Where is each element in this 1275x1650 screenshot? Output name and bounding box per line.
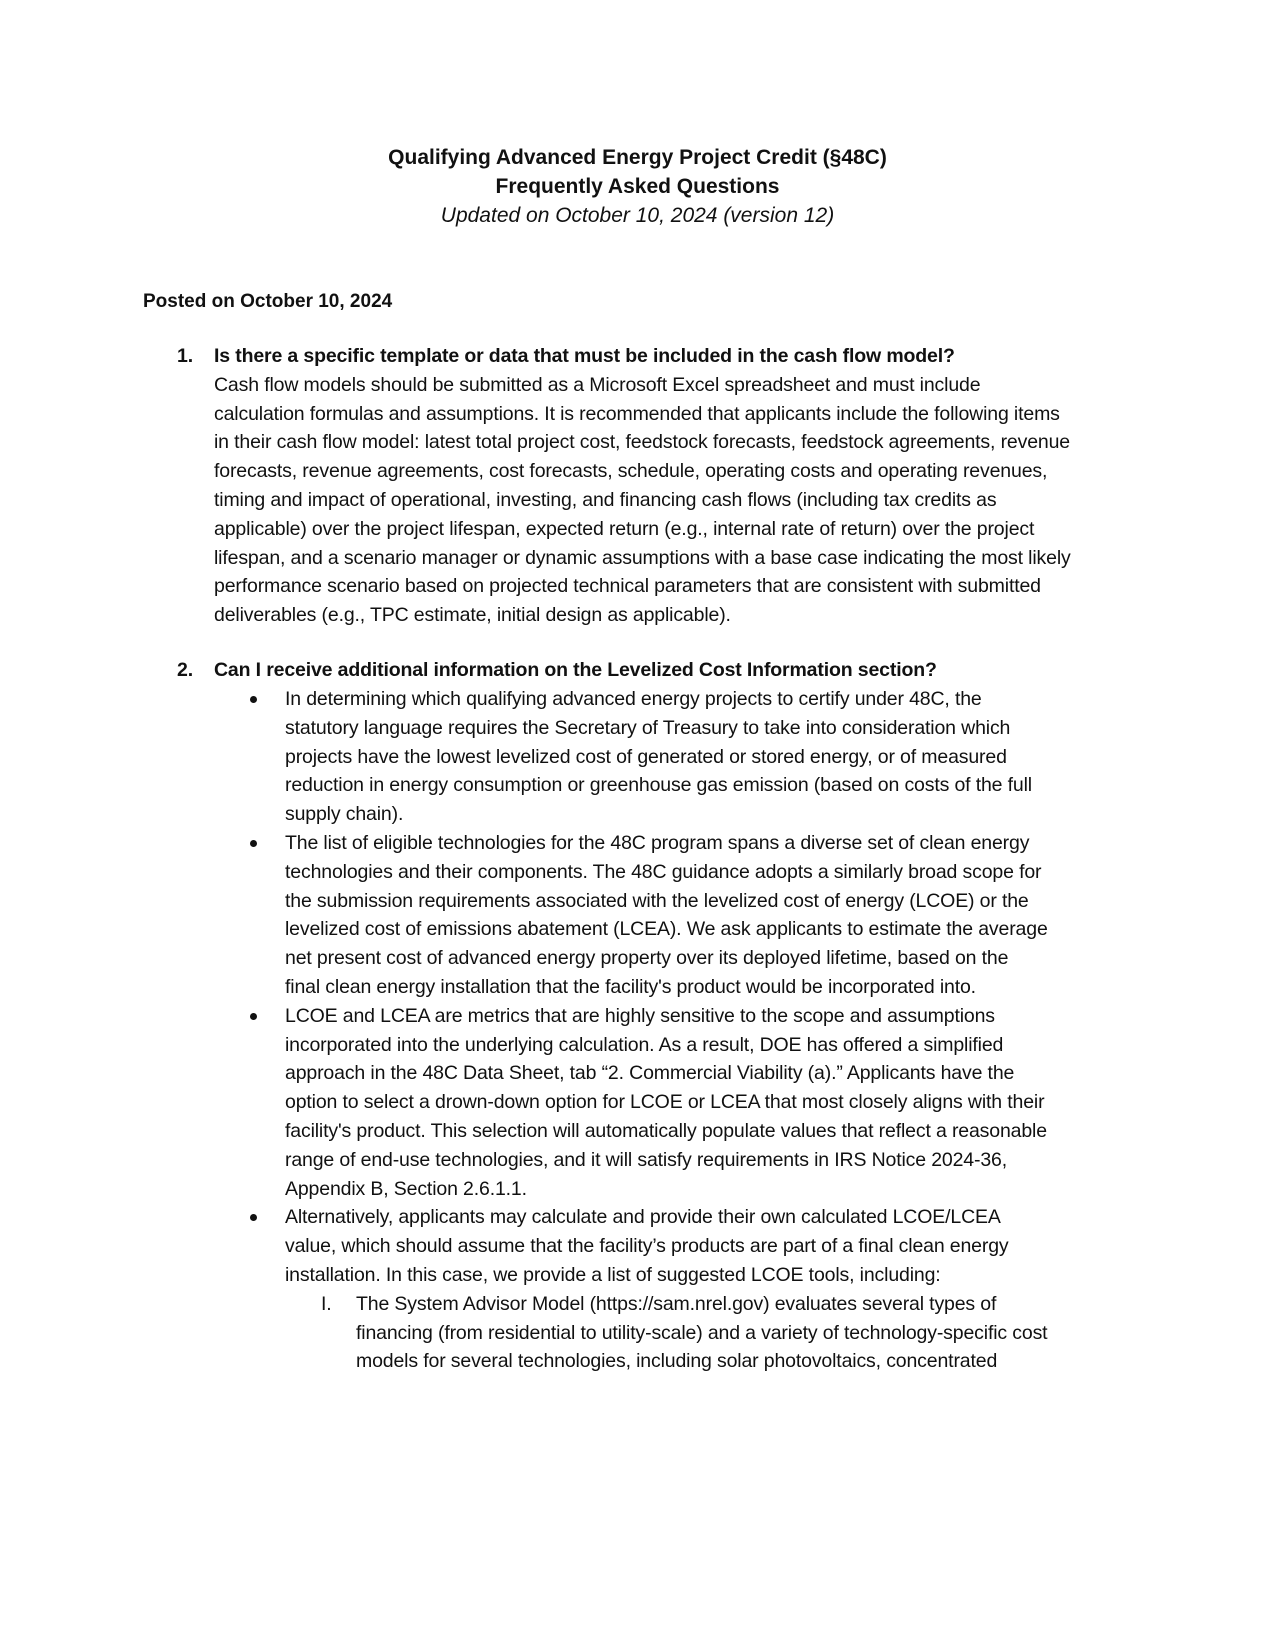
- faq-number: 1.: [177, 345, 193, 367]
- bullet-text: LCOE and LCEA are metrics that are highly sensitive to the scope and assumptions incorporated into the underlying calculation. As a result, DOE has offered a simplified approach in the 48C Data Sheet, tab “2. Commercial Viability (a).” Applicants have the option to select a drown-down option for LCOE or LCEA that most closely aligns with their facility's product. This selection will automatically populate values that reflect a reasonable range of end-use technologies, and it will satisfy requirements in IRS Notice 2024-36, Appendix B, Section 2.6.1.1.: [285, 1004, 1047, 1200]
- faq-answer: Cash flow models should be submitted as a Microsoft Excel spreadsheet and must include calculation formulas and assumptions. It is recommended that applicants include the following items in their cash flow model: latest total project cost, feedstock forecasts, feedstock agreements, revenue forecasts, revenue agreements, cost forecasts, schedule, operating costs and operating revenues, timing and impact of operational, investing, and financing cash flows (including tax credits as applicable) over the project lifespan, expected return (e.g., internal rate of return) over the project lifespan, and a scenario manager or dynamic assumptions with a base case indicating the most likely performance scenario based on projected technical parameters that are consistent with submitted deliverables (e.g., TPC estimate, initial design as applicable).: [214, 373, 1071, 627]
- bullet-text: Alternatively, applicants may calculate and provide their own calculated LCOE/LCEA value, which should assume that the facility’s products are part of a final clean energy installation. In this case, we provide a list of suggested LCOE tools, including:: [285, 1206, 1009, 1286]
- faq-number: 2.: [177, 659, 193, 681]
- bullet-item: [248, 829, 1048, 1002]
- bullet-icon: [250, 840, 257, 847]
- bullet-icon: [250, 1214, 257, 1221]
- updated-date: Updated on October 10, 2024 (version 12): [440, 204, 835, 227]
- roman-numeral: I.: [321, 1292, 332, 1315]
- faq-question: Is there a specific template or data that must be included in the cash flow model?: [214, 345, 955, 367]
- bullet-item: [248, 1002, 1048, 1204]
- document-title: Qualifying Advanced Energy Project Credit (§48C): [388, 146, 887, 169]
- bullet-text: In determining which qualifying advanced energy projects to certify under 48C, the statutory language requires the Secretary of Treasury to take into consideration which projects have the lowest levelized cost of generated or stored energy, or of measured reduction in energy consumption or greenhouse gas emission (based on costs of the full supply chain).: [285, 688, 1032, 826]
- faq-answer-bullets: [248, 685, 1048, 1376]
- bullet-text: The list of eligible technologies for the 48C program spans a diverse set of clean energy technologies and their components. The 48C guidance adopts a similarly broad scope for the submission requirements associated with the levelized cost of energy (LCOE) or the levelized cost of emissions abatement (LCEA). We ask applicants to estimate the average net present cost of advanced energy property over its deployed lifetime, based on the final clean energy installation that the facility's product would be incorporated into.: [285, 831, 1048, 998]
- tool-item: [318, 1290, 1048, 1376]
- bullet-item: [248, 1203, 1048, 1376]
- document-subtitle: Frequently Asked Questions: [495, 175, 780, 198]
- bullet-icon: [250, 696, 257, 703]
- bullet-icon: [250, 1013, 257, 1020]
- posted-date-heading: Posted on October 10, 2024: [143, 291, 393, 312]
- bullet-item: [248, 685, 1048, 829]
- faq-question: Can I receive additional information on the Levelized Cost Information section?: [214, 659, 937, 681]
- document-header: [0, 143, 1275, 230]
- tool-text: The System Advisor Model (https://sam.nrel.gov) evaluates several types of financing (from residential to utility-scale) and a variety of technology-specific cost models for several technologies, including solar photovoltaics, concentrated: [356, 1292, 1048, 1373]
- lcoe-tools-list: [318, 1290, 1048, 1376]
